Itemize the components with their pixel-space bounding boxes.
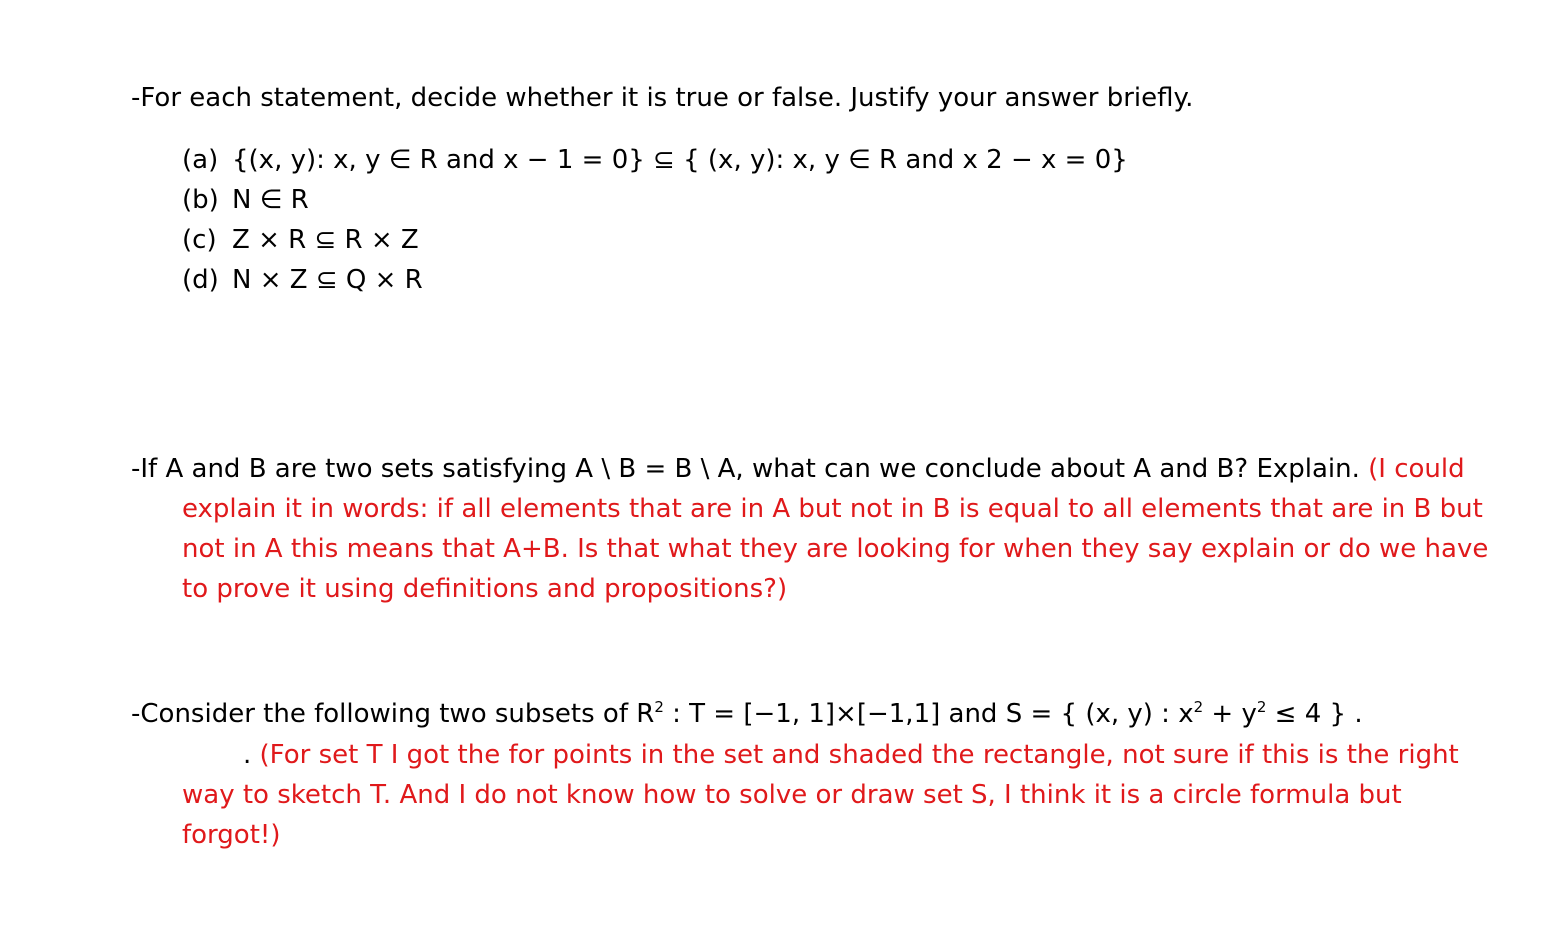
q1-item-d	[182, 260, 423, 300]
item-text: Z × R ⊆ R × Z	[232, 225, 419, 255]
q3-note-line-3: forgot!)	[182, 820, 281, 850]
item-text: N × Z ⊆ Q × R	[232, 265, 423, 295]
q2-note-line-4: to prove it using definitions and propositions?)	[182, 574, 788, 604]
item-label: (c)	[182, 225, 217, 255]
q3-question	[131, 694, 1363, 734]
q3-text-2: : T = [−1, 1]×[−1,1] and S = { (x, y) : x	[663, 699, 1194, 729]
q3-note-line-2: way to sketch T. And I do not know how to solve or draw set S, I think it is a circle formula but	[182, 780, 1402, 810]
q2-question-line	[131, 449, 1465, 489]
q2-note-line-3: not in A this means that A+B. Is that what they are looking for when they say explain or do we have	[182, 534, 1489, 564]
q2-question: -If A and B are two sets satisfying A \ B = B \ A, what can we conclude about A and B? Explain.	[131, 454, 1360, 484]
item-label: (b)	[182, 185, 219, 215]
q3-superscript: 2	[1193, 698, 1204, 716]
q3-note-line-1-wrap	[243, 735, 1459, 775]
q2-note-line-1: (I could	[1368, 454, 1465, 484]
item-label: (d)	[182, 265, 219, 295]
q1-intro: -For each statement, decide whether it is true or false. Justify your answer briefly.	[131, 83, 1194, 113]
item-text: {(x, y): x, y ∈ R and x − 1 = 0} ⊆ { (x, y): x, y ∈ R and x 2 − x = 0}	[232, 145, 1128, 175]
q3-note-line-1: (For set T I got the for points in the set and shaded the rectangle, not sure if this is the right	[259, 740, 1459, 770]
q3-text-1: -Consider the following two subsets of R	[131, 699, 655, 729]
q1-item-b	[182, 180, 309, 220]
q3-superscript: 2	[1256, 698, 1267, 716]
q1-item-a	[182, 140, 1128, 180]
q3-text-3: + y	[1203, 699, 1257, 729]
q3-dot: .	[243, 740, 260, 770]
q3-text-4: ≤ 4 } .	[1266, 699, 1363, 729]
q2-note-line-2: explain it in words: if all elements that are in A but not in B is equal to all elements that are in B but	[182, 494, 1483, 524]
q3-superscript: 2	[654, 698, 664, 716]
item-label: (a)	[182, 145, 219, 175]
item-text: N ∈ R	[232, 185, 309, 215]
q1-item-c	[182, 220, 419, 260]
